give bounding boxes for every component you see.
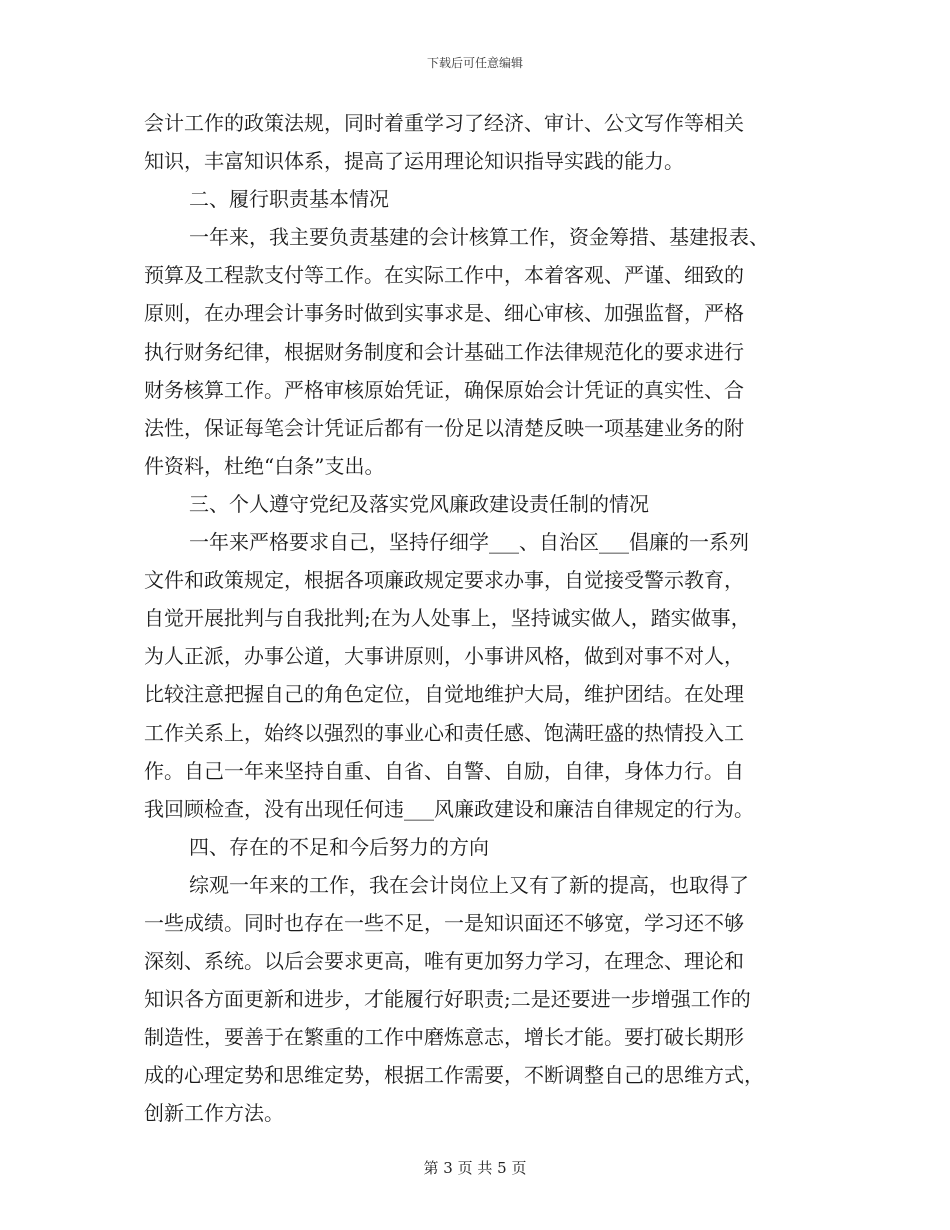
text-line: 会计工作的政策法规，同时着重学习了经济、审计、公文写作等相关 <box>144 111 744 135</box>
text-line: 比较注意把握自己的角色定位，自觉地维护大局，维护团结。在处理 <box>144 682 744 707</box>
text-line: 文件和政策规定，根据各项廉政规定要求办事，自觉接受警示教育， <box>144 568 744 593</box>
text-line: 自觉开展批判与自我批判;在为人处事上，坚持诚实做人，踏实做事， <box>144 606 751 631</box>
text-line: 法性，保证每笔会计凭证后都有一份足以清楚反映一项基建业务的附 <box>144 415 744 440</box>
section-heading: 四、存在的不足和今后努力的方向 <box>189 834 489 859</box>
document-body <box>144 104 814 1133</box>
text-line: 作。自己一年来坚持自重、自省、自警、自励，自律，身体力行。自 <box>144 758 744 783</box>
text-line: 综观一年来的工作，我在会计岗位上又有了新的提高，也取得了 <box>189 872 749 897</box>
text-line: 执行财务纪律，根据财务制度和会计基础工作法律规范化的要求进行 <box>144 339 744 364</box>
text-line: 知识，丰富知识体系，提高了运用理论知识指导实践的能力。 <box>144 149 684 174</box>
text-line: 预算及工程款支付等工作。在实际工作中，本着客观、严谨、细致的 <box>144 263 744 288</box>
section-heading: 三、个人遵守党纪及落实党风廉政建设责任制的情况 <box>189 491 649 516</box>
page-header: 下载后可任意编辑 <box>426 56 523 70</box>
text-line: 一年来，我主要负责基建的会计核算工作，资金筹措、基建报表、 <box>189 225 769 250</box>
text-line: 财务核算工作。严格审核原始凭证，确保原始会计凭证的真实性、合 <box>144 377 744 402</box>
text-line: 我回顾检查，没有出现任何违___风廉政建设和廉洁自律规定的行为。 <box>144 796 754 821</box>
text-line: 件资料，杜绝“白条”支出。 <box>144 453 385 478</box>
text-line: 一些成绩。同时也存在一些不足，一是知识面还不够宽，学习还不够 <box>144 910 744 935</box>
text-line: 知识各方面更新和进步，才能履行好职责;二是还要进一步增强工作的 <box>144 987 751 1012</box>
text-line: 制造性，要善于在繁重的工作中磨炼意志，增长才能。要打破长期形 <box>144 1025 744 1050</box>
text-line: 为人正派，办事公道，大事讲原则，小事讲风格，做到对事不对人， <box>144 644 744 669</box>
text-line: 创新工作方法。 <box>144 1101 284 1126</box>
text-line: 工作关系上，始终以强烈的事业心和责任感、饱满旺盛的热情投入工 <box>144 720 744 745</box>
text-line: 深刻、系统。以后会要求更高，唯有更加努力学习，在理念、理论和 <box>144 949 744 974</box>
page-footer: 第 3 页 共 5 页 <box>423 1159 527 1177</box>
text-line: 一年来严格要求自己，坚持仔细学___、自治区___倡廉的一系列 <box>189 530 749 555</box>
section-heading: 二、履行职责基本情况 <box>189 187 389 212</box>
text-line: 成的心理定势和思维定势，根据工作需要，不断调整自己的思维方式， <box>144 1063 764 1088</box>
text-line: 原则，在办理会计事务时做到实事求是、细心审核、加强监督，严格 <box>144 301 744 326</box>
